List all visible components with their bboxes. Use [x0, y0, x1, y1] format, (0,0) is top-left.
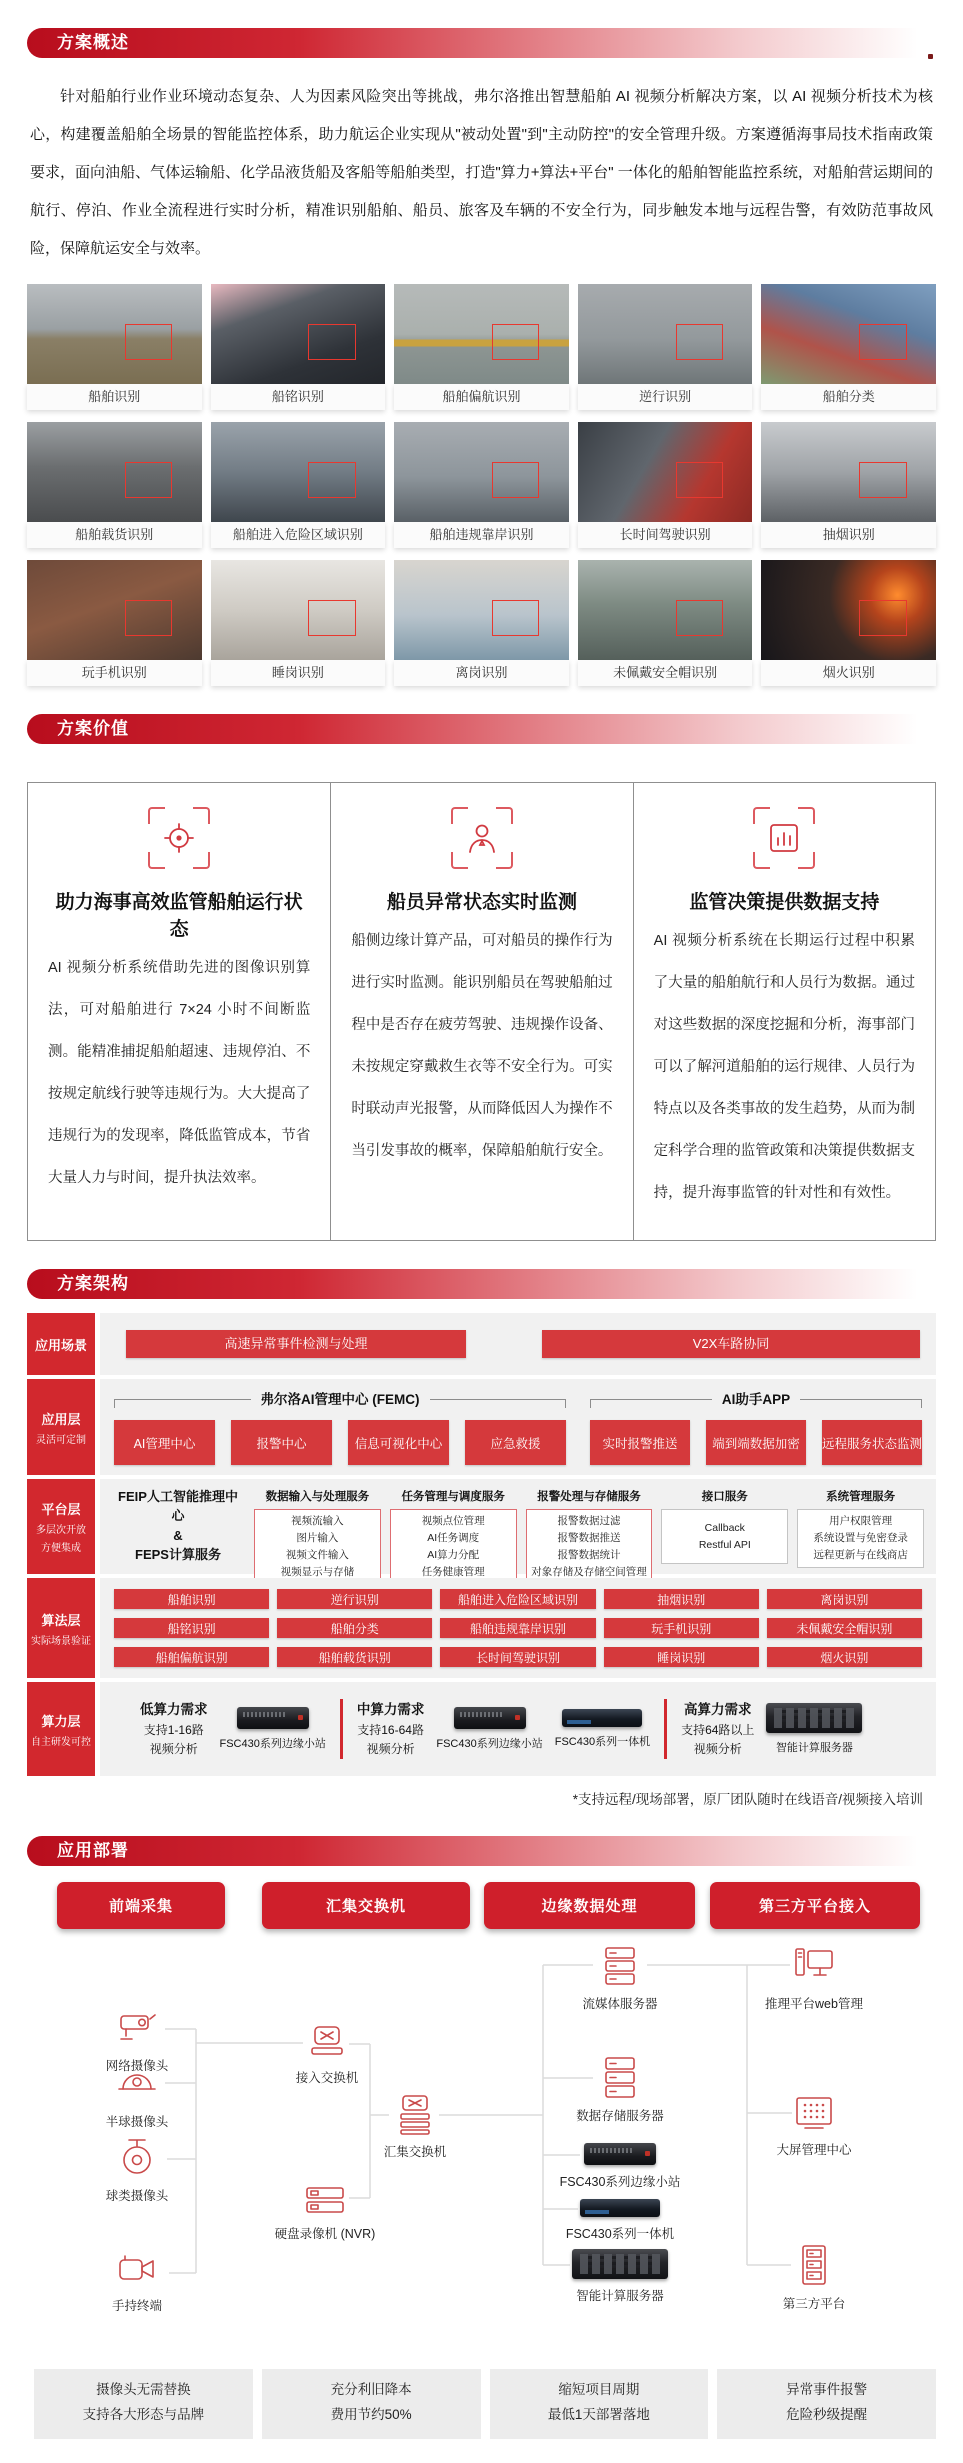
benefit-title: 摄像头无需替换 — [96, 2382, 191, 2398]
deploy-header-frontend: 前端采集 — [57, 1882, 225, 1929]
gallery-tile — [761, 422, 936, 548]
node-ptz-camera — [67, 2135, 207, 2204]
benefit-sub: 最低1天部署落地 — [547, 2407, 650, 2423]
server-stack-icon — [550, 1945, 690, 1987]
gallery-tile — [211, 284, 386, 410]
layer-platform — [27, 1479, 936, 1578]
benefit-title: 异常事件报警 — [786, 2382, 868, 2398]
layer-label-text: 算法层 — [41, 1612, 81, 1628]
architecture-diagram — [27, 1313, 936, 1776]
compute-tier-mid — [357, 1700, 650, 1758]
benefit-title: 缩短项目周期 — [558, 2382, 640, 2398]
layer-label-text: 算力层 — [41, 1713, 81, 1729]
layer-label-text: 应用层 — [41, 1411, 81, 1427]
node-label: 汇集交换机 — [383, 2145, 447, 2160]
tier-desc: 视频分析 — [693, 1741, 742, 1756]
platform-item: 用户权限管理 — [829, 1515, 893, 1528]
app-item: 信息可视化中心 — [348, 1420, 449, 1465]
device-image — [237, 1707, 309, 1729]
platform-column-header: 数据输入与处理服务 — [265, 1491, 370, 1504]
layer-application — [27, 1379, 936, 1475]
layer-compute — [27, 1682, 936, 1776]
algorithm-item: 长时间驾驶识别 — [440, 1647, 595, 1667]
scene-image — [394, 422, 569, 522]
tier-desc: 支持1-16路 — [143, 1723, 204, 1738]
platform-item: 报警数据过滤 — [557, 1515, 621, 1528]
layer-label-text: 平台层 — [41, 1502, 81, 1518]
architecture-note: *支持远程/现场部署，原厂团队随时在线语音/视频接入培训 — [572, 1792, 923, 1808]
platform-item: AI任务调度 — [427, 1532, 480, 1545]
value-card-title: 助力海事高效监管船舶运行状态 — [55, 892, 303, 940]
node-label: 数据存储服务器 — [576, 2109, 664, 2124]
algorithm-item: 船舶进入危险区域识别 — [440, 1589, 595, 1609]
scene-label: 船舶识别 — [27, 384, 202, 410]
group-title: 弗尔洛AI管理中心 (FEMC) — [260, 1392, 420, 1408]
scene-image — [27, 560, 202, 660]
gallery-tile — [578, 422, 753, 548]
rack-icon — [744, 2243, 884, 2287]
platform-box — [661, 1509, 788, 1564]
server-stack-icon — [550, 2055, 690, 2099]
scene-image — [211, 284, 386, 384]
scene-image — [27, 284, 202, 384]
platform-item: 视频流输入 — [291, 1515, 344, 1528]
layer-label — [27, 1479, 95, 1574]
platform-column-header: 接口服务 — [701, 1491, 748, 1504]
node-label: 接入交换机 — [295, 2071, 359, 2086]
engine-line: FEPS计算服务 — [135, 1547, 221, 1563]
node-dome-camera — [67, 2065, 207, 2130]
tier-desc: 视频分析 — [366, 1741, 415, 1756]
gallery-tile — [394, 560, 569, 686]
platform-item: 对象存储及存储空间管理 — [531, 1565, 647, 1578]
scene-image — [761, 560, 936, 660]
platform-item: 视频文件输入 — [285, 1548, 349, 1561]
gallery-tile — [211, 422, 386, 548]
benefit-sub: 费用节约50% — [330, 2407, 412, 2423]
scene-image — [211, 422, 386, 522]
device-caption: FSC430系列边缘小站 — [436, 1738, 543, 1751]
node-storage-server — [550, 2055, 690, 2124]
benefit-sub: 危险秒级提醒 — [786, 2407, 868, 2423]
algorithm-item: 未佩戴安全帽识别 — [767, 1618, 922, 1638]
node-label: 球类摄像头 — [105, 2189, 169, 2204]
platform-item: 任务健康管理 — [421, 1565, 485, 1578]
algorithm-item: 船舶识别 — [114, 1589, 269, 1609]
value-card — [633, 783, 935, 1240]
bar-chart-icon — [753, 807, 815, 869]
node-media-server — [550, 1945, 690, 2012]
deployment-diagram — [27, 1943, 936, 2339]
device-image — [766, 1703, 862, 1733]
workstation-icon — [744, 1945, 884, 1987]
deploy-header-thirdparty: 第三方平台接入 — [710, 1882, 920, 1929]
benefit-sub: 支持各大形态与品牌 — [82, 2407, 205, 2423]
scene-label: 船舶载货识别 — [27, 522, 202, 548]
scene-label: 离岗识别 — [394, 660, 569, 686]
platform-engine-title — [112, 1487, 244, 1564]
section-banner-overview: 方案概述 — [27, 28, 936, 58]
ball-camera-icon — [67, 2135, 207, 2179]
gallery-tile — [27, 560, 202, 686]
algorithm-item: 逆行识别 — [277, 1589, 432, 1609]
decorative-dot — [928, 54, 933, 59]
node-label: 手持终端 — [111, 2299, 162, 2314]
recognition-gallery — [27, 284, 936, 686]
benefit-card — [34, 2369, 253, 2439]
platform-box — [797, 1509, 924, 1567]
engine-line: FEIP人工智能推理中心 — [118, 1488, 238, 1524]
benefit-cards — [34, 2369, 936, 2439]
layer-label-text: 应用场景 — [34, 1337, 87, 1353]
scene-label: 逆行识别 — [578, 384, 753, 410]
deploy-header-switch: 汇集交换机 — [262, 1882, 470, 1929]
scene-image — [761, 422, 936, 522]
algorithm-item: 抽烟识别 — [604, 1589, 759, 1609]
device-edge-station — [436, 1707, 542, 1751]
value-card — [330, 783, 632, 1240]
tier-desc: 视频分析 — [149, 1741, 198, 1756]
value-card — [28, 783, 330, 1240]
value-card-title: 船员异常状态实时监测 — [386, 892, 577, 913]
gallery-tile — [578, 284, 753, 410]
platform-item: 视频点位管理 — [421, 1515, 485, 1528]
gallery-tile — [27, 284, 202, 410]
node-third-party — [744, 2243, 884, 2312]
switch-icon — [257, 2023, 397, 2061]
platform-item: 报警数据推送 — [557, 1532, 621, 1545]
engine-line: & — [173, 1527, 183, 1543]
platform-item: 系统设置与免密登录 — [813, 1532, 908, 1545]
layer-scene — [27, 1313, 936, 1375]
target-icon — [148, 807, 210, 869]
tier-title: 中算力需求 — [356, 1702, 425, 1718]
algorithm-item: 船舶违规靠岸识别 — [440, 1618, 595, 1638]
scene-image — [578, 560, 753, 660]
app-item: 远程服务状态监测 — [822, 1420, 922, 1465]
platform-column — [797, 1487, 924, 1564]
device-image — [572, 2249, 668, 2279]
platform-box — [526, 1509, 653, 1584]
scene-image — [761, 284, 936, 384]
app-item: 端到端数据加密 — [706, 1420, 806, 1465]
platform-item: Callback — [704, 1522, 745, 1535]
node-label: 第三方平台 — [782, 2297, 846, 2312]
layer-label — [27, 1379, 95, 1475]
scene-label: 船铭识别 — [211, 384, 386, 410]
scene-item: 高速异常事件检测与处理 — [126, 1330, 466, 1358]
femc-group — [114, 1387, 566, 1465]
scene-label: 烟火识别 — [761, 660, 936, 686]
bullet-camera-icon — [67, 2009, 207, 2049]
scene-image — [394, 284, 569, 384]
gallery-tile — [761, 560, 936, 686]
scene-image — [578, 284, 753, 384]
platform-item: 远程更新与在线商店 — [813, 1548, 908, 1561]
deploy-header-edge: 边缘数据处理 — [484, 1882, 695, 1929]
person-icon — [451, 807, 513, 869]
node-ai-server — [550, 2249, 690, 2304]
algorithm-item: 船舶分类 — [277, 1618, 432, 1638]
app-item: 实时报警推送 — [590, 1420, 690, 1465]
platform-item: 图片输入 — [296, 1532, 339, 1545]
node-handheld-terminal — [67, 2249, 207, 2314]
node-aggregation-switch — [345, 2093, 485, 2160]
node-label: 网络摄像头 — [105, 2059, 169, 2074]
algorithm-item: 烟火识别 — [767, 1647, 922, 1667]
node-nvr — [255, 2183, 395, 2242]
ai-app-group — [590, 1387, 922, 1465]
deployment-headers — [27, 1882, 936, 1929]
platform-item: Restful API — [698, 1538, 751, 1551]
gallery-tile — [578, 560, 753, 686]
overview-paragraph: 针对船舶行业作业环境动态复杂、人为因素风险突出等挑战，弗尔洛推出智慧船舶 AI 视频分析解决方案，以 AI 视频分析技术为核心，构建覆盖船舶全场景的智能监控体系，助力航运企业实现从"被动处置"到"主动防控"的安全管理升级。方案遵循海事局技术指南政策要求，面向油船、气体运输船、化学品液货船及客船等船舶类型，打造"算力+算法+平台" 一体化的船舶智能监控系统，对船舶营运期间的航行、停泊、作业全流程进行实时分析，精准识别船舶、船员、旅客及车辆的不安全行为，同步触发本地与远程告警，有效防范事故风险，保障航运安全与效率。 — [30, 88, 933, 257]
algorithm-item: 船舶偏航识别 — [114, 1647, 269, 1667]
value-card-body: AI 视频分析系统借助先进的图像识别算法，可对船舶进行 7×24 小时不间断监测。能精准捕捉船舶超速、违规停泊、不按规定航线行驶等违规行为。大大提高了违规行为的发现率，降低监管成本，节省大量人力与时间，提升执法效率。 — [48, 960, 311, 1187]
scene-label: 未佩戴安全帽识别 — [578, 660, 753, 686]
platform-column — [526, 1487, 653, 1578]
tier-separator — [664, 1699, 667, 1759]
algorithm-item: 船舶载货识别 — [277, 1647, 432, 1667]
device-all-in-one — [555, 1709, 650, 1749]
algorithm-item: 玩手机识别 — [604, 1618, 759, 1638]
platform-column — [390, 1487, 517, 1578]
layer-label — [27, 1682, 95, 1776]
tier-title: 高算力需求 — [684, 1702, 752, 1718]
app-item: AI管理中心 — [114, 1420, 215, 1465]
scene-image — [394, 560, 569, 660]
gallery-tile — [27, 422, 202, 548]
device-image — [580, 2199, 660, 2217]
section-banner-value: 方案价值 — [27, 714, 936, 744]
platform-item: 视频显示与存储 — [280, 1565, 355, 1578]
scene-image — [211, 560, 386, 660]
value-card-title: 监管决策提供数据支持 — [689, 892, 880, 913]
layer-algorithm — [27, 1578, 936, 1678]
value-card-body: 船侧边缘计算产品，可对船员的操作行为进行实时监测。能识别船员在驾驶船舶过程中是否存在疲劳驾驶、违规操作设备、未按规定穿戴救生衣等不安全行为。可实时联动声光报警，从而降低因人为操作不当引发事故的概率，保障船舶航行安全。 — [351, 933, 613, 1160]
app-item: 报警中心 — [231, 1420, 332, 1465]
scene-label: 船舶进入危险区域识别 — [211, 522, 386, 548]
layer-label-sub: 灵活可定制 — [36, 1434, 86, 1446]
gallery-tile — [394, 422, 569, 548]
scene-label: 船舶分类 — [761, 384, 936, 410]
benefit-card — [262, 2369, 481, 2439]
node-web-management — [744, 1945, 884, 2012]
node-label: 推理平台web管理 — [765, 1997, 863, 2012]
platform-column-header: 系统管理服务 — [826, 1491, 896, 1504]
aggregation-switch-icon — [345, 2093, 485, 2135]
platform-box — [254, 1509, 381, 1584]
platform-item: AI算力分配 — [427, 1548, 480, 1561]
layer-label — [27, 1313, 95, 1375]
nvr-icon — [255, 2183, 395, 2217]
benefit-card — [490, 2369, 709, 2439]
device-image — [454, 1707, 526, 1729]
scene-label: 船舶偏航识别 — [394, 384, 569, 410]
node-label: FSC430系列一体机 — [565, 2227, 675, 2242]
device-image — [562, 1709, 642, 1727]
scene-label: 船舶违规靠岸识别 — [394, 522, 569, 548]
layer-label-sub: 自主研发可控 — [31, 1736, 91, 1748]
device-ai-server — [766, 1703, 862, 1755]
node-big-screen — [744, 2093, 884, 2158]
gallery-tile — [761, 284, 936, 410]
handheld-camera-icon — [67, 2249, 207, 2289]
node-label: FSC430系列边缘小站 — [559, 2175, 681, 2190]
scene-label: 睡岗识别 — [211, 660, 386, 686]
tier-title: 低算力需求 — [140, 1702, 208, 1718]
scene-image — [578, 422, 753, 522]
node-label: 智能计算服务器 — [576, 2289, 664, 2304]
benefit-title: 充分利旧降本 — [330, 2382, 412, 2398]
device-image — [584, 2143, 656, 2165]
node-edge-station — [550, 2143, 690, 2190]
value-card-body: AI 视频分析系统在长期运行过程中积累了大量的船舶航行和人员行为数据。通过对这些数据的深度挖掘和分析，海事部门可以了解河道船舶的运行规律、人员行为特点以及各类事故的发生趋势，从而为制定科学合理的监管政策和决策提供数据支持，提升海事监管的针对性和有效性。 — [653, 933, 915, 1202]
dome-camera-icon — [67, 2065, 207, 2105]
compute-tier-high — [681, 1700, 862, 1758]
value-cards — [27, 782, 936, 1241]
scene-image — [27, 422, 202, 522]
tier-desc: 支持64路以上 — [681, 1723, 755, 1738]
node-label: 大屏管理中心 — [776, 2143, 852, 2158]
device-edge-station — [220, 1707, 326, 1751]
group-title: AI助手APP — [721, 1392, 791, 1408]
compute-tier-low — [140, 1700, 326, 1758]
platform-item: 报警数据统计 — [557, 1548, 621, 1561]
node-label: 硬盘录像机 (NVR) — [274, 2227, 376, 2242]
tier-separator — [340, 1699, 343, 1759]
section-banner-architecture: 方案架构 — [27, 1269, 936, 1299]
gallery-tile — [211, 560, 386, 686]
gallery-tile — [394, 284, 569, 410]
algorithm-item: 离岗识别 — [767, 1589, 922, 1609]
platform-box — [390, 1509, 517, 1584]
device-caption: FSC430系列一体机 — [554, 1736, 651, 1749]
tier-desc: 支持16-64路 — [357, 1723, 424, 1738]
node-label: 半球摄像头 — [105, 2115, 169, 2130]
node-all-in-one — [550, 2199, 690, 2242]
layer-label — [27, 1578, 95, 1678]
layer-label-sub: 多层次开放 — [36, 1525, 86, 1537]
scene-label: 玩手机识别 — [27, 660, 202, 686]
app-item: 应急救援 — [465, 1420, 566, 1465]
layer-label-sub: 方便集成 — [41, 1543, 81, 1555]
platform-column-header: 任务管理与调度服务 — [401, 1491, 505, 1504]
device-caption: 智能计算服务器 — [775, 1742, 853, 1755]
device-caption: FSC430系列边缘小站 — [219, 1738, 326, 1751]
node-access-switch — [257, 2023, 397, 2086]
algorithm-item: 船铭识别 — [114, 1618, 269, 1638]
algorithm-item: 睡岗识别 — [604, 1647, 759, 1667]
section-banner-deployment: 应用部署 — [27, 1836, 936, 1866]
scene-label: 长时间驾驶识别 — [578, 522, 753, 548]
platform-column-header: 报警处理与存储服务 — [537, 1491, 641, 1504]
node-label: 流媒体服务器 — [582, 1997, 658, 2012]
scene-item: V2X车路协同 — [542, 1330, 920, 1358]
layer-label-sub: 实际场景验证 — [31, 1635, 91, 1647]
scene-label: 抽烟识别 — [761, 522, 936, 548]
benefit-card — [717, 2369, 936, 2439]
platform-column — [254, 1487, 381, 1578]
screen-grid-icon — [744, 2093, 884, 2133]
platform-column — [661, 1487, 788, 1564]
